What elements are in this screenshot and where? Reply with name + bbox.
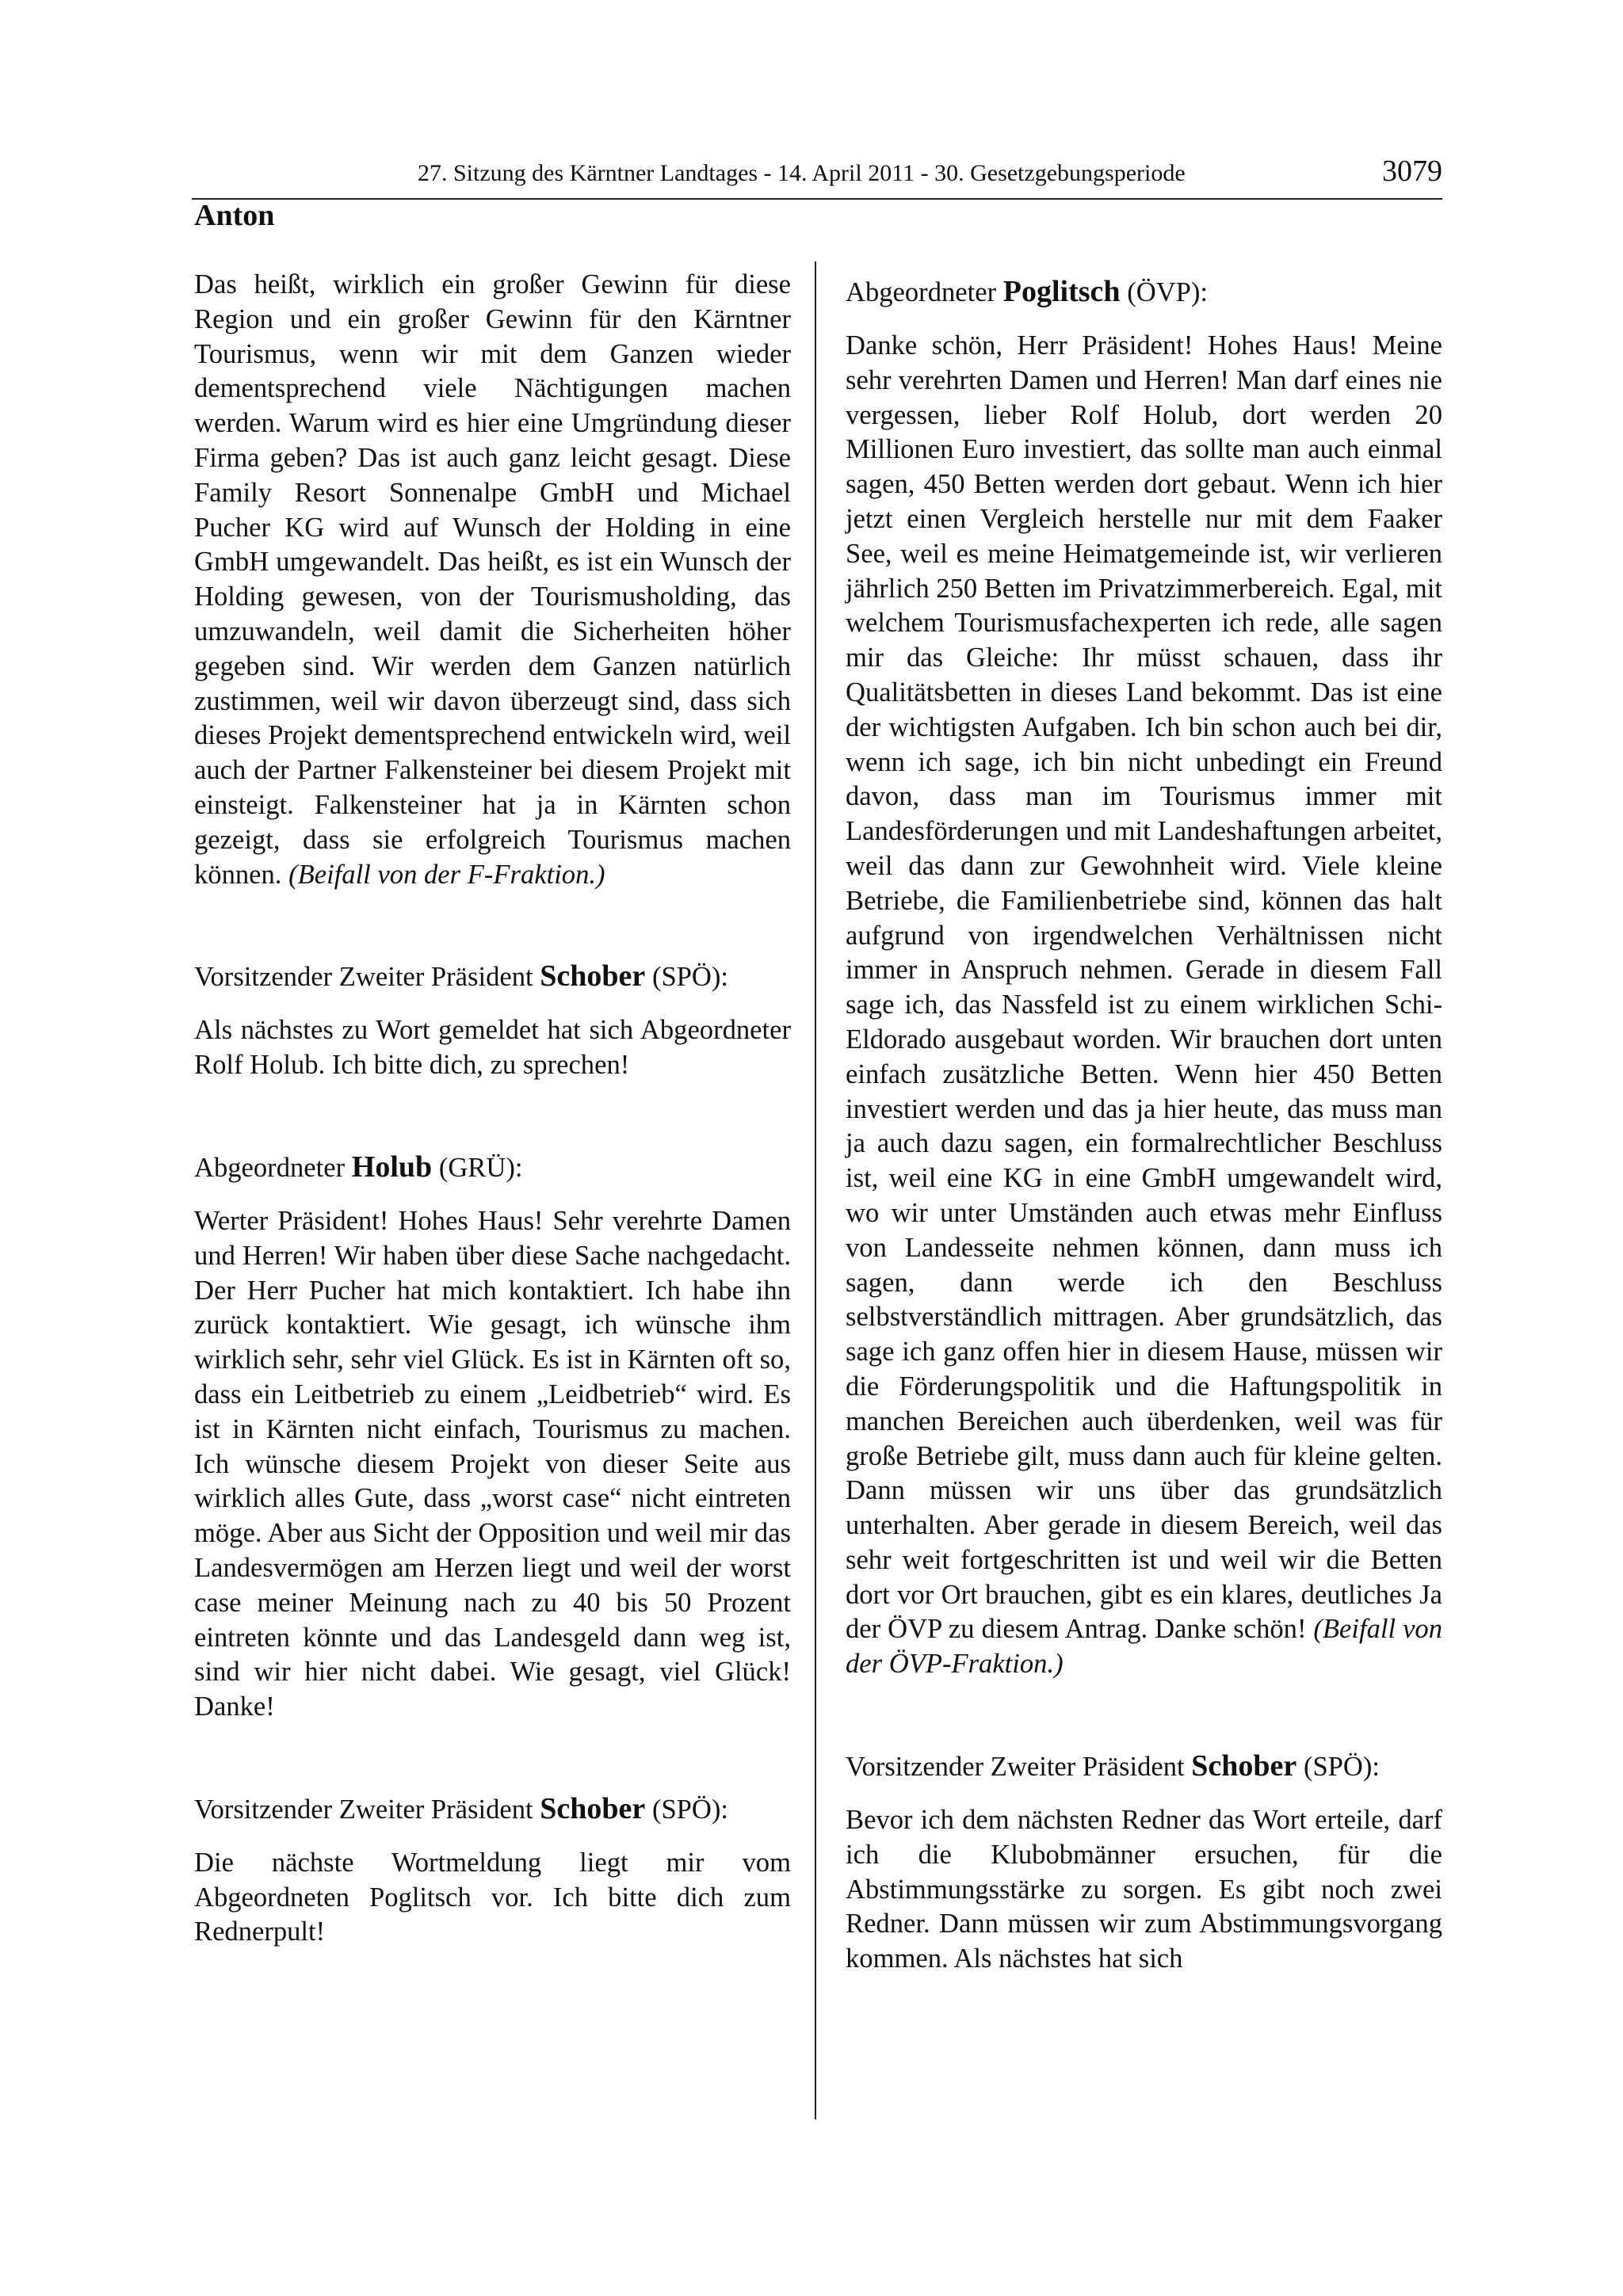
speaker-party: (GRÜ):: [438, 1152, 523, 1183]
speaker-heading: [846, 274, 1442, 310]
speaker-surname: Schober: [540, 1791, 646, 1825]
speaker-party: (SPÖ):: [1303, 1752, 1381, 1783]
left-column: [194, 268, 791, 1950]
speaker-surname: Schober: [1191, 1749, 1297, 1783]
right-column: [846, 274, 1442, 1977]
speaker-title: Vorsitzender Zweiter Präsident: [194, 1794, 533, 1825]
speaker-title: Vorsitzender Zweiter Präsident: [846, 1752, 1185, 1783]
paragraph-text: Danke schön, Herr Präsident! Hohes Haus! Meine sehr verehrten Damen und Herren! Man darf eines nie vergessen, lieber Rolf Holub, dort werden 20 Millionen Euro investiert, das sollte man auch einmal sagen, 450 Betten werden dort gebaut. Wenn ich hier jetzt einen Vergleich herstelle nur mit dem Faaker See, weil es meine Heimatgemeinde ist, wir verlieren jährlich 250 Betten im Privatzimmerbereich. Egal, mit welchem Tourismusfachexperten ich rede, alle sagen mir das Gleiche: Ihr müsst schauen, dass ihr Qualitätsbetten in dieses Land bekommt. Das ist eine der wichtigsten Aufgaben. Ich bin schon auch bei dir, wenn ich sage, ich bin nicht unbedingt ein Freund davon, dass man im Tourismus immer mit Landesförderungen und mit Landeshaftungen arbeitet, weil das dann zur Gewohnheit wird. Viele kleine Betriebe, die Familienbetriebe sind, können das halt aufgrund von irgendwelchen Verhältnissen nicht immer in Anspruch nehmen. Gerade in diesem Fall sage ich, das Nassfeld ist zu einem wirklichen Schi-Eldorado ausgebaut worden. Wir brauchen dort unten einfach zusätzliche Betten. Wenn hier 450 Betten investiert werden und das ja hier heute, das muss man ja auch dazu sagen, ein formalrechtlicher Beschluss ist, weil eine KG in eine GmbH umgewandelt wird, wo wir unter Umständen auch etwas mehr Einfluss von Landesseite nehmen können, dann muss ich sagen, dann werde ich den Beschluss selbstverständlich mittragen. Aber grundsätzlich, das sage ich ganz offen hier in diesem Hause, müssen wir die Förderungspolitik und die Haftungspolitik in manchen Bereichen auch überdenken, weil was für große Betriebe gilt, muss dann auch für kleine gelten. Dann müssen wir uns über das grundsätzlich unterhalten. Aber gerade in diesem Bereich, weil das sehr weit fortgeschritten ist und weil wir die Betten dort vor Ort brauchen, gibt es ein klares, deutliches Ja der ÖVP zu diesem Antrag. Danke schön!: [846, 330, 1442, 1645]
speaker-title: Abgeordneter: [846, 277, 997, 307]
speech-paragraph: Bevor ich dem nächsten Redner das Wort erteile, darf ich die Klubobmänner ersuchen, für die Abstimmungsstärke zu sorgen. Es gibt noch zwei Redner. Dann müssen wir zum Abstimmungsvorgang kommen. Als nächstes hat sich: [846, 1805, 1442, 1974]
speaker-title: Vorsitzender Zweiter Präsident: [194, 962, 533, 993]
applause-note: (Beifall von der F-Fraktion.): [288, 859, 605, 890]
header-title: 27. Sitzung des Kärntner Landtages - 14. April 2011 - 30. Gesetzgebungsperiode: [418, 160, 1186, 186]
speaker-heading: [194, 1150, 791, 1185]
page-number: 3079: [1382, 154, 1442, 188]
speaker-party: (SPÖ):: [651, 1794, 729, 1825]
speech-paragraph: [846, 329, 1442, 1682]
page-header: [192, 151, 1442, 200]
paragraph-text: Das heißt, wirklich ein großer Gewinn für diese Region und ein großer Gewinn für den Kärntner Tourismus, wenn wir mit dem Ganzen wieder dementsprechend viele Nächtigungen machen werden. Warum wird es hier eine Umgründung dieser Firma geben? Das ist auch ganz leicht gesagt. Diese Family Resort Sonnenalpe GmbH und Michael Pucher KG wird auf Wunsch der Holding in eine GmbH umgewandelt. Das heißt, es ist ein Wunsch der Holding gewesen, von der Tourismusholding, das umzuwandeln, weil damit die Sicherheiten höher gegeben sind. Wir werden dem Ganzen natürlich zustimmen, weil wir davon überzeugt sind, dass sich dieses Projekt dementsprechend entwickeln wird, weil auch der Partner Falkensteiner bei diesem Projekt mit einsteigt. Falkensteiner hat ja in Kärnten schon gezeigt, dass sie erfolgreich Tourismus machen können.: [194, 269, 791, 890]
column-divider: [815, 261, 816, 2119]
speech-paragraph: Werter Präsident! Hohes Haus! Sehr verehrte Damen und Herren! Wir haben über diese Sache nachgedacht. Der Herr Pucher hat mich kontaktiert. Ich habe ihn zurück kontaktiert. Wie gesagt, ich wünsche ihm wirklich sehr, sehr viel Glück. Es ist in Kärnten oft so, dass ein Leitbetrieb zu einem „Leidbetrieb“ wird. Es ist in Kärnten nicht einfach, Tourismus zu machen. Ich wünsche diesem Projekt von dieser Seite aus wirklich alles Gute, dass „worst case“ nicht eintreten möge. Aber aus Sicht der Opposition und weil mir das Landesvermögen am Herzen liegt und weil der worst case meiner Meinung nach zu 40 bis 50 Prozent eintreten könnte und das Landesgeld dann weg ist, sind wir hier nicht dabei. Wie gesagt, viel Glück! Danke!: [194, 1205, 791, 1722]
speech-paragraph: Als nächstes zu Wort gemeldet hat sich Abgeordneter Rolf Holub. Ich bitte dich, zu sprechen!: [194, 1015, 791, 1081]
applause-note: (Beifall von der ÖVP-Fraktion.): [846, 1614, 1442, 1680]
speaker-party: (ÖVP):: [1127, 277, 1209, 307]
speaker-heading: [194, 1791, 791, 1827]
speaker-surname: Poglitsch: [1002, 275, 1121, 308]
carryover-speaker-name: Anton: [194, 199, 275, 232]
speaker-surname: Holub: [351, 1150, 433, 1184]
speaker-title: Abgeordneter: [194, 1152, 346, 1183]
speech-paragraph: Die nächste Wortmeldung liegt mir vom Abgeordneten Poglitsch vor. Ich bitte dich zum Rednerpult!: [194, 1847, 791, 1947]
speaker-surname: Schober: [540, 959, 646, 994]
speaker-party: (SPÖ):: [651, 962, 729, 993]
speaker-heading: [846, 1749, 1442, 1784]
speech-paragraph: [194, 268, 791, 892]
speaker-heading: [194, 959, 791, 994]
